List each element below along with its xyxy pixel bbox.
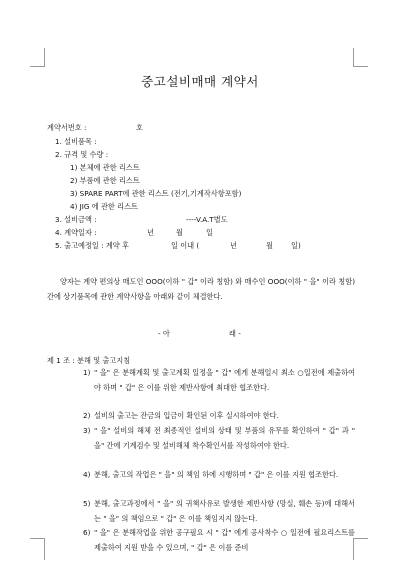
crop-mark-bottom-left-v <box>44 538 45 560</box>
crop-mark-top-right-h <box>353 66 368 67</box>
item-spec-quantity: 2. 규격 및 수량 : <box>55 150 109 159</box>
clause-3-number: 3) <box>83 426 91 435</box>
clause-1-number: 1) <box>83 368 91 377</box>
document-title: 중고설비매매 계약서 <box>141 74 259 89</box>
shipping-year: 년 <box>230 241 237 250</box>
below-heading-right: 래 - <box>229 329 241 338</box>
clause-2-text: 설비의 출고는 잔금의 입금이 확인된 이후 실시하여야 한다. <box>94 411 279 420</box>
crop-mark-top-right-v <box>353 48 354 66</box>
crop-mark-top-left-v <box>44 48 45 66</box>
contract-date-year: 년 <box>147 228 154 237</box>
item-amount: 3. 설비금액 : <box>55 215 97 224</box>
contract-number-suffix: 호 <box>136 123 143 132</box>
item-shipping-date: 5. 출고예정일 : 계약 후 <box>55 241 129 250</box>
crop-mark-bottom-right-h <box>353 538 368 539</box>
below-heading-left: - 아 <box>158 329 170 338</box>
clause-5-number: 5) <box>83 499 91 508</box>
intro-paragraph: 양자는 계약 편의상 매도인 OOO(이하 " 갑" 이라 칭함) 와 매수인 OOO(이하 " 을" 이라 칭함) 간에 상기품목에 관한 계약사항을 아래와 같이 체결한다. <box>47 277 355 301</box>
contract-date-month: 월 <box>176 228 183 237</box>
clause-6-number: 6) <box>83 528 91 537</box>
item-equipment: 1. 설비품목 : <box>55 137 97 146</box>
clause-2-number: 2) <box>83 411 91 420</box>
shipping-month: 월 <box>266 241 273 250</box>
clause-6-text: " 을" 은 분해작업을 위한 공구필요 시 " 갑" 에게 공사착수 ○ 일전에 필요리스트를 제출하여 지원 받을 수 있으며, " 갑" 은 이를 준비 <box>94 528 355 552</box>
sub-item-spare-part-list: 3) SPARE PART에 관한 리스트 (전기,기계작사항포함) <box>70 189 242 198</box>
article-1-heading: 제 1 조 : 분해 및 출고지침 <box>47 356 131 365</box>
contract-number-label: 계약서번호 : <box>47 123 87 132</box>
clause-3-text: " 을" 설비의 해체 전 최종적인 설비의 상태 및 부품의 유무를 확인하여 " 갑" 과 " 을" 간에 기계검수 및 설비해체 착수확인서를 작성하여야 한다. <box>94 426 355 450</box>
contract-date-day: 일 <box>206 228 213 237</box>
clause-1-text: " 을" 은 분해계획 및 출고계획 일정을 " 갑" 에게 분해일시 최소 ○일전에 제출하여야 하며 " 갑" 은 이를 위한 제반사항에 최대한 협조한다. <box>94 368 355 392</box>
shipping-within-days: 일 이내 ( <box>171 241 200 250</box>
crop-mark-top-left-h <box>30 66 45 67</box>
sub-item-jig-list: 4) JIG 에 관한 리스트 <box>70 202 138 211</box>
shipping-day: 일) <box>291 241 301 250</box>
clause-4-text: 분해, 출고의 작업은 " 을" 의 책임 하에 시행하며 " 갑" 은 이를 지원 협조한다. <box>94 470 339 479</box>
item-contract-date: 4. 계약일자 : <box>55 228 97 237</box>
sub-item-parts-list: 2) 부품에 관한 리스트 <box>70 176 140 185</box>
clause-4-number: 4) <box>83 470 91 479</box>
item-amount-vat: ----V.A.T별도 <box>186 215 228 224</box>
clause-5-text: 분해, 출고과정에서 " 을" 의 귀책사유로 발생한 제반사항 (망실, 훼손 등)에 대해서는 " 을" 의 책임으로 " 갑" 은 이를 책임지지 않는다. <box>94 499 355 523</box>
crop-mark-bottom-left-h <box>30 538 45 539</box>
sub-item-body-list: 1) 본체에 관한 리스트 <box>70 163 140 172</box>
